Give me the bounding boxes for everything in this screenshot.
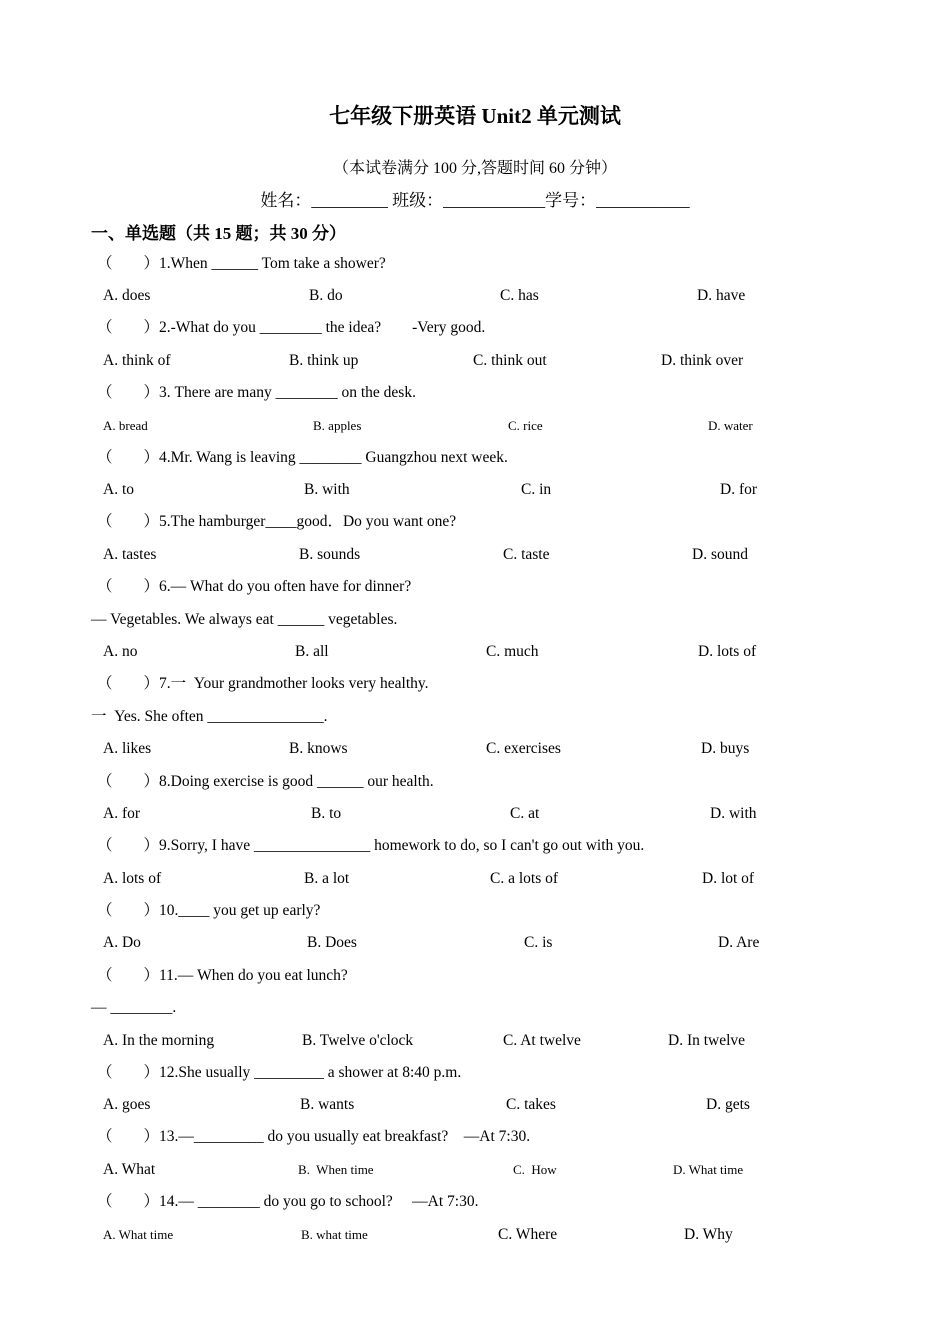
question-continuation: 一 Yes. She often _______________. <box>91 708 328 725</box>
option-c: C. At twelve <box>503 1032 581 1049</box>
option-a: A. goes <box>103 1096 151 1113</box>
question-stem: （ ）12.She usually _________ a shower at 8:40 p.m. <box>97 1064 462 1081</box>
option-c: C. takes <box>506 1096 556 1113</box>
option-c: C. at <box>510 805 540 822</box>
question-stem: （ ）6.— What do you often have for dinner? <box>97 578 412 595</box>
option-c: C. Where <box>498 1226 558 1243</box>
option-d: D. Are <box>718 934 760 951</box>
option-b: B. knows <box>289 740 348 757</box>
option-a: A. What time <box>103 1227 174 1242</box>
option-d: D. What time <box>673 1162 744 1177</box>
option-c: C. rice <box>508 418 543 433</box>
option-c: C. is <box>524 934 553 951</box>
option-d: D. for <box>720 481 758 498</box>
question-stem: （ ）9.Sorry, I have _______________ homework to do, so I can't go out with you. <box>97 837 645 854</box>
option-c: C. How <box>513 1162 557 1177</box>
question-stem: （ ）2.-What do you ________ the idea? -Very good. <box>97 319 486 336</box>
page-title: 七年级下册英语 Unit2 单元测试 <box>329 104 621 128</box>
question-stem: （ ）8.Doing exercise is good ______ our health. <box>97 773 434 790</box>
option-b: B. with <box>304 481 350 498</box>
option-c: C. taste <box>503 546 550 563</box>
option-a: A. tastes <box>103 546 157 563</box>
question-stem: （ ）7.一 Your grandmother looks very healthy. <box>97 675 429 692</box>
option-d: D. lots of <box>698 643 757 660</box>
question-continuation: — Vegetables. We always eat ______ vegetables. <box>91 611 398 628</box>
option-c: C. has <box>500 287 539 304</box>
option-b: B. do <box>309 287 343 304</box>
question-stem: （ ）14.— ________ do you go to school? —At 7:30. <box>97 1193 479 1210</box>
exam-subtitle: （本试卷满分 100 分,答题时间 60 分钟） <box>332 160 617 177</box>
option-a: A. think of <box>103 352 171 369</box>
question-stem: （ ）4.Mr. Wang is leaving ________ Guangzhou next week. <box>97 449 508 466</box>
question-continuation: — ________. <box>91 999 177 1016</box>
section-heading: 一、单选题（共 15 题；共 30 分） <box>91 224 346 243</box>
option-c: C. a lots of <box>490 870 559 887</box>
option-d: D. lot of <box>702 870 755 887</box>
question-stem: （ ）3. There are many ________ on the desk. <box>97 384 416 401</box>
question-stem: （ ）13.—_________ do you usually eat breakfast? —At 7:30. <box>97 1128 531 1145</box>
student-info-line: 姓名：_________ 班级：____________学号：___________ <box>260 191 690 210</box>
option-b: B. to <box>311 805 342 822</box>
option-a: A. no <box>103 643 138 660</box>
option-b: B. wants <box>300 1096 355 1113</box>
option-b: B. When time <box>298 1162 374 1177</box>
option-a: A. In the morning <box>103 1032 215 1049</box>
option-d: D. sound <box>692 546 748 563</box>
option-b: B. all <box>295 643 329 660</box>
option-b: B. what time <box>301 1227 368 1242</box>
option-a: A. does <box>103 287 151 304</box>
option-c: C. exercises <box>486 740 561 757</box>
question-stem: （ ）10.____ you get up early? <box>97 902 321 919</box>
option-c: C. much <box>486 643 539 660</box>
option-b: B. think up <box>289 352 359 369</box>
option-b: B. a lot <box>304 870 350 887</box>
question-stem: （ ）11.— When do you eat lunch? <box>97 967 348 984</box>
option-d: D. water <box>708 418 753 433</box>
option-c: C. think out <box>473 352 547 369</box>
option-b: B. Does <box>307 934 357 951</box>
question-stem: （ ）5.The hamburger____good．Do you want one? <box>97 513 457 530</box>
option-a: A. Do <box>103 934 141 951</box>
option-d: D. with <box>710 805 757 822</box>
option-d: D. buys <box>701 740 750 757</box>
option-a: A. What <box>103 1161 156 1178</box>
option-b: B. Twelve o'clock <box>302 1032 414 1049</box>
option-a: A. bread <box>103 418 148 433</box>
option-b: B. apples <box>313 418 362 433</box>
option-d: D. have <box>697 287 746 304</box>
question-stem: （ ）1.When ______ Tom take a shower? <box>97 255 386 272</box>
option-a: A. likes <box>103 740 152 757</box>
option-c: C. in <box>521 481 552 498</box>
option-b: B. sounds <box>299 546 361 563</box>
option-d: D. gets <box>706 1096 750 1113</box>
option-a: A. for <box>103 805 141 822</box>
option-a: A. lots of <box>103 870 162 887</box>
option-d: D. In twelve <box>668 1032 746 1049</box>
option-d: D. think over <box>661 352 744 369</box>
option-a: A. to <box>103 481 134 498</box>
option-d: D. Why <box>684 1226 733 1243</box>
